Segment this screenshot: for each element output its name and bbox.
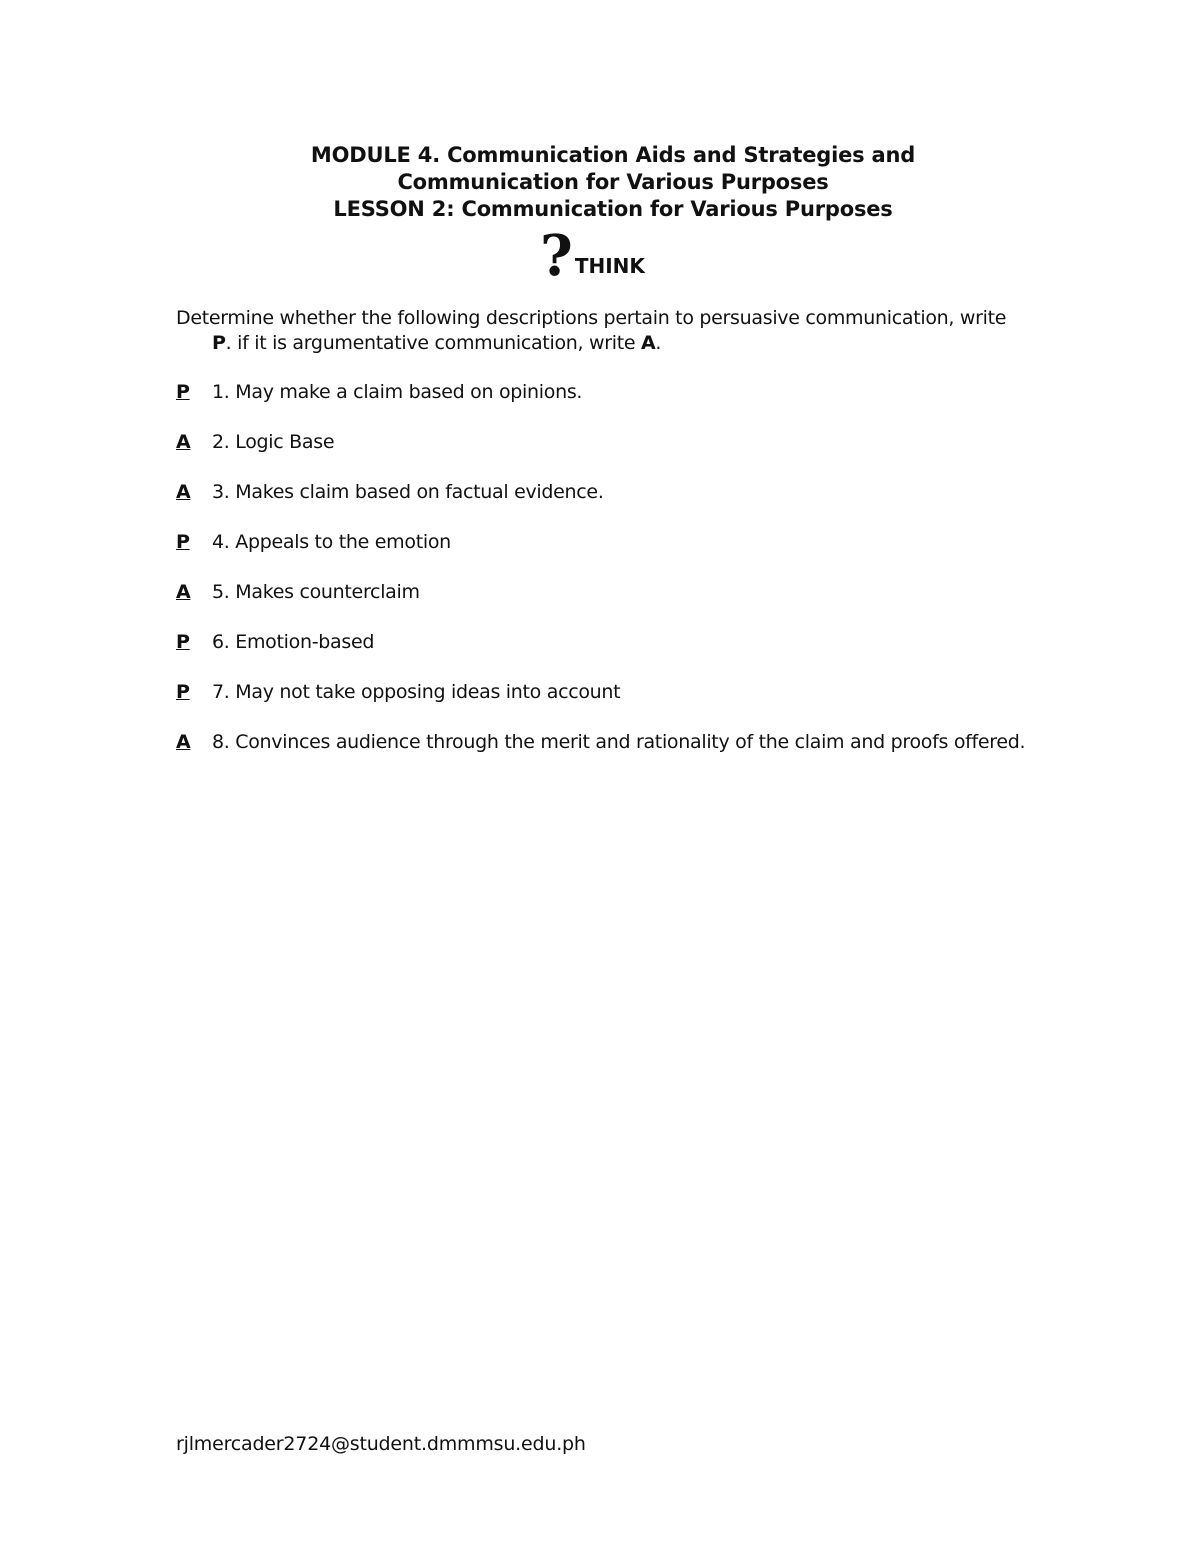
title-line-1: MODULE 4. Communication Aids and Strategies and: [310, 143, 916, 167]
instructions-part2: . if it is argumentative communication, write: [225, 332, 641, 354]
answer-mark: P: [176, 681, 190, 703]
item-text: 5. Makes counterclaim: [212, 581, 420, 603]
list-item: [176, 680, 1076, 705]
list-item: [176, 430, 1076, 455]
answer-list: [176, 380, 1076, 780]
answer-mark: P: [176, 531, 190, 553]
item-text: 6. Emotion-based: [212, 631, 375, 653]
list-item: [176, 580, 1076, 605]
page-title: [0, 142, 1200, 223]
title-line-3: LESSON 2: Communication for Various Purposes: [333, 197, 893, 221]
answer-mark: A: [176, 431, 191, 453]
item-text: 2. Logic Base: [212, 431, 335, 453]
list-item: [176, 730, 1076, 755]
title-line-2: Communication for Various Purposes: [397, 170, 829, 194]
item-text: 1. May make a claim based on opinions.: [212, 381, 583, 403]
instructions-line2: [176, 331, 1096, 356]
think-label: THINK: [574, 254, 645, 278]
item-text: 8. Convinces audience through the merit and rationality of the claim and proofs offered.: [212, 731, 1026, 753]
list-item: [176, 480, 1076, 505]
answer-mark: P: [176, 631, 190, 653]
list-item: [176, 630, 1076, 655]
list-item: [176, 530, 1076, 555]
footer-email: rjlmercader2724@student.dmmmsu.edu.ph: [176, 1433, 586, 1455]
item-text: 3. Makes claim based on factual evidence.: [212, 481, 604, 503]
answer-mark: A: [176, 581, 191, 603]
instructions-part1: Determine whether the following descriptions pertain to persuasive communication, write: [176, 307, 1007, 329]
question-mark-icon: ?: [540, 223, 573, 289]
item-text: 4. Appeals to the emotion: [212, 531, 451, 553]
a-letter: A: [641, 332, 656, 354]
answer-mark: P: [176, 381, 190, 403]
think-section-heading: [540, 223, 645, 289]
p-letter: P: [212, 332, 226, 354]
answer-mark: A: [176, 481, 191, 503]
answer-mark: A: [176, 731, 191, 753]
instructions: [176, 306, 1096, 356]
instructions-part3: .: [655, 332, 662, 354]
item-text: 7. May not take opposing ideas into account: [212, 681, 621, 703]
list-item: [176, 380, 1076, 405]
